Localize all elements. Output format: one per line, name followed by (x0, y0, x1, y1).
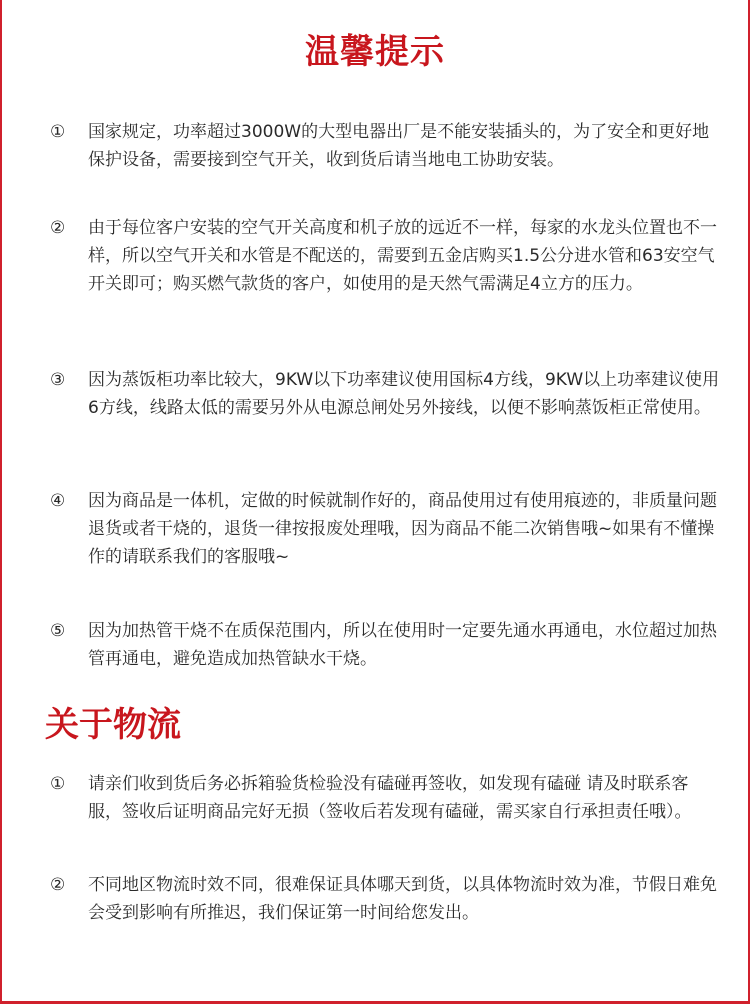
notice-item-text: 因为蒸饭柜功率比较大，9KW以下功率建议使用国标4方线，9KW以上功率建议使用6方线，线路太低的需要另外从电源总闸处另外接线，以便不影响蒸饭柜正常使用。 (88, 370, 720, 418)
logistics-item-text: 请亲们收到货后务必拆箱验货检验没有磕碰再签收，如发现有磕碰 请及时联系客服，签收后证明商品完好无损（签收后若发现有磕碰，需买家自行承担责任哦）。 (88, 774, 692, 822)
logistics-item-number: ① (50, 774, 66, 794)
logistics-item-text: 不同地区物流时效不同，很难保证具体哪天到货，以具体物流时效为准，节假日难免会受到影响有所推迟，我们保证第一时间给您发出。 (88, 875, 717, 923)
notice-item-number: ④ (50, 491, 66, 511)
notice-item-5 (50, 617, 720, 673)
notice-item-text: 因为加热管干烧不在质保范围内，所以在使用时一定要先通水再通电，水位超过加热管再通电，避免造成加热管缺水干烧。 (88, 621, 717, 669)
notice-item-1 (50, 118, 720, 174)
logistics-item-2 (50, 871, 720, 927)
notice-item-3 (50, 366, 720, 422)
notice-item-number: ⑤ (50, 621, 66, 641)
notice-item-text: 由于每位客户安装的空气开关高度和机子放的远近不一样，每家的水龙头位置也不一样，所以空气开关和水管是不配送的，需要到五金店购买1.5公分进水管和63安空气开关即可；购买燃气款货的客户，如使用的是天然气需满足4立方的压力。 (88, 218, 717, 294)
notice-title: 温馨提示 (305, 32, 445, 72)
notice-item-number: ③ (50, 370, 66, 390)
logistics-title: 关于物流 (45, 705, 181, 745)
notice-item-2 (50, 214, 720, 298)
logistics-item-number: ② (50, 875, 66, 895)
notice-item-text: 国家规定，功率超过3000W的大型电器出厂是不能安装插头的，为了安全和更好地保护设备，需要接到空气开关，收到货后请当地电工协助安装。 (88, 122, 710, 170)
notice-item-4 (50, 487, 720, 571)
logistics-item-1 (50, 770, 720, 826)
notice-item-number: ① (50, 122, 66, 142)
notice-item-number: ② (50, 218, 66, 238)
notice-item-text: 因为商品是一体机，定做的时候就制作好的，商品使用过有使用痕迹的，非质量问题退货或者干烧的，退货一律按报废处理哦，因为商品不能二次销售哦~如果有不懂操作的请联系我们的客服哦~ (88, 491, 717, 567)
